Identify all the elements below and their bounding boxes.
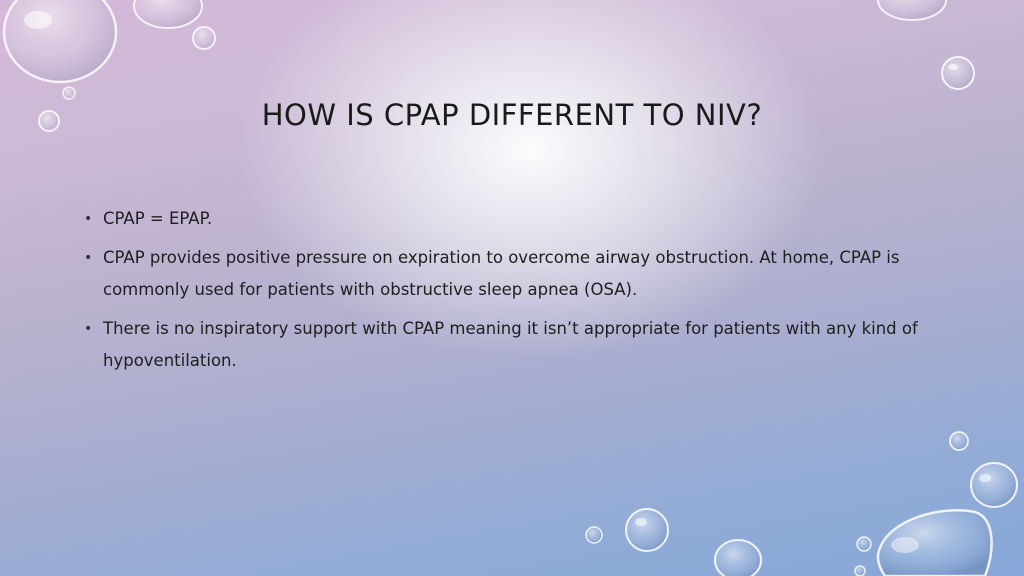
droplet-bottom-right-2 <box>971 463 1017 507</box>
droplet-top-left-3 <box>193 27 215 49</box>
droplet-top-right-2 <box>942 57 974 89</box>
droplet-bottom-right-5 <box>855 566 865 576</box>
bullet-text: CPAP = EPAP. <box>103 209 213 228</box>
droplet-bottom-right-3 <box>878 510 992 576</box>
bullet-item <box>84 242 954 306</box>
bullet-marker: • <box>84 250 93 266</box>
bullet-text: CPAP provides positive pressure on expiration to overcome airway obstruction. At home, CPAP is commonly used for patients with obstructive sleep apnea (OSA). <box>103 248 900 299</box>
droplet-bottom-right-4 <box>857 537 871 551</box>
droplet-large-top-left <box>4 0 116 82</box>
droplet-top-right-1 <box>878 0 946 20</box>
slide-title: HOW IS CPAP DIFFERENT TO NIV? <box>261 98 763 132</box>
bullet-item <box>84 313 954 377</box>
bullet-item <box>84 203 954 235</box>
droplet-bottom-center-3 <box>715 540 761 576</box>
droplet-bottom-right-1 <box>950 432 968 450</box>
bullet-list <box>84 203 954 384</box>
droplet-top-left-2 <box>134 0 202 28</box>
droplet-bottom-center-1 <box>626 509 668 551</box>
droplet-bottom-center-2 <box>586 527 602 543</box>
bullet-text: There is no inspiratory support with CPAP meaning it isn’t appropriate for patients with any kind of hypoventilation. <box>103 319 918 370</box>
bullet-marker: • <box>84 211 93 227</box>
bullet-marker: • <box>84 321 93 337</box>
